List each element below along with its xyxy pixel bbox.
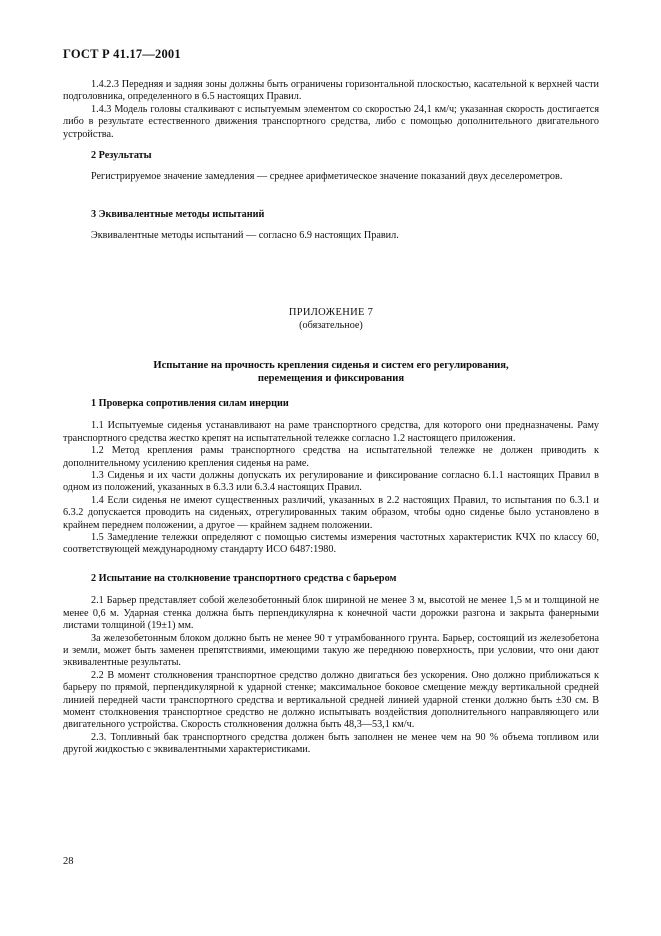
- paragraph-2-2: 2.2 В момент столкновения транспортное средство должно двигаться без ускорения. Оно должно приближаться к барьеру по прямой, перпендикулярной к ударной стенке; максимальное боковое смещение между вертикальной средней линией передней части транспортного средства и вертикальной средней линией ударной стенки должно быть ±30 см. В момент столкновения транспортное средство не должно испытывать воздействия дополнительного направляющего или двигательного устройства. Скорость столкновения должна быть 48,3—53,1 км/ч.: [63, 669, 599, 731]
- paragraph-2-1-continued: За железобетонным блоком должно быть не менее 90 т утрамбованного грунта. Барьер, состоящий из железобетона и земли, может быть заменен препятствиями, имеющими такую же переднюю поверхность, при условии, что они дают эквивалентные результаты.: [63, 632, 599, 669]
- document-header: ГОСТ Р 41.17—2001: [63, 47, 181, 61]
- results-section: [63, 150, 599, 184]
- paragraph-2-1: 2.1 Барьер представляет собой железобетонный блок шириной не менее 3 м, высотой не менее 1,5 м и толщиной не менее 0,6 м. Ударная стенка должна быть перпендикулярна к конечной части дорожки разгона и закрыта фанерными листами толщиной (19±1) мм.: [63, 595, 599, 632]
- paragraph-1-5: 1.5 Замедление тележки определяют с помощью системы измерения частотных характеристик КЧХ по классу 60, соответствующей международному стандарту ИСО 6487:1980.: [63, 532, 599, 556]
- paragraph-1-3: 1.3 Сиденья и их части должны допускать их регулирование и фиксирование согласно 6.1.1 настоящих Правил в одном из положений, указанных в 6.3.3 или 6.3.4 настоящих Правил.: [63, 470, 599, 494]
- top-section: [63, 79, 599, 141]
- paragraph-2-3: 2.3. Топливный бак транспортного средства должен быть заполнен не менее чем на 90 % объема топливом или другой жидкостью с эквивалентными характеристиками.: [63, 731, 599, 756]
- appendix-title-line-1: Испытание на прочность крепления сиденья и систем его регулирования,: [153, 360, 509, 371]
- equivalent-methods-heading: 3 Эквивалентные методы испытаний: [91, 209, 265, 220]
- page-number: 28: [63, 856, 74, 867]
- results-text: Регистрируемое значение замедления — среднее арифметическое значение показаний двух деселерометров.: [91, 171, 563, 183]
- section-1-heading: 1 Проверка сопротивления силам инерции: [91, 398, 289, 409]
- paragraph-1-4-2-3: 1.4.2.3 Передняя и задняя зоны должны быть ограничены горизонтальной плоскостью, касательной к верхней части подголовника, определенного в 6.5 настоящих Правил.: [63, 79, 599, 103]
- appendix-title: [63, 360, 599, 386]
- paragraph-1-1: 1.1 Испытуемые сиденья устанавливают на раме транспортного средства, для которого они предназначены. Раму транспортного средства жестко крепят на испытательной тележке согласно 1.2 настоящего приложения.: [63, 420, 599, 444]
- appendix-title-line-2: перемещения и фиксирования: [257, 372, 405, 384]
- section-1: [63, 398, 599, 557]
- appendix-label: ПРИЛОЖЕНИЕ 7: [288, 307, 374, 318]
- results-heading: 2 Результаты: [91, 150, 152, 161]
- appendix-header: [63, 306, 599, 332]
- section-2: [63, 573, 599, 757]
- paragraph-1-4: 1.4 Если сиденья не имеют существенных различий, указанных в 2.2 настоящих Правил, то испытания по 6.3.1 и 6.3.2 допускается проводить на сиденьях, отрегулированных таким образом, чтобы одно сиденье было установлено в крайнем переднем положении, а другое — крайнем заднем положении.: [63, 494, 599, 531]
- appendix-status: (обязательное): [299, 320, 363, 331]
- section-2-heading: 2 Испытание на столкновение транспортного средства с барьером: [91, 573, 397, 584]
- paragraph-1-4-3: 1.4.3 Модель головы сталкивают с испытуемым элементом со скоростью 24,1 км/ч; указанная скорость достигается либо в результате естественного движения транспортного средства, либо с помощью дополнительного двигательного устройства.: [63, 103, 599, 140]
- equivalent-methods-section: [63, 209, 599, 243]
- equivalent-methods-text: Эквивалентные методы испытаний — согласно 6.9 настоящих Правил.: [91, 230, 399, 242]
- paragraph-1-2: 1.2 Метод крепления рамы транспортного средства на испытательной тележке не должен приводить к дополнительному усилению крепления сиденья на раме.: [63, 445, 599, 469]
